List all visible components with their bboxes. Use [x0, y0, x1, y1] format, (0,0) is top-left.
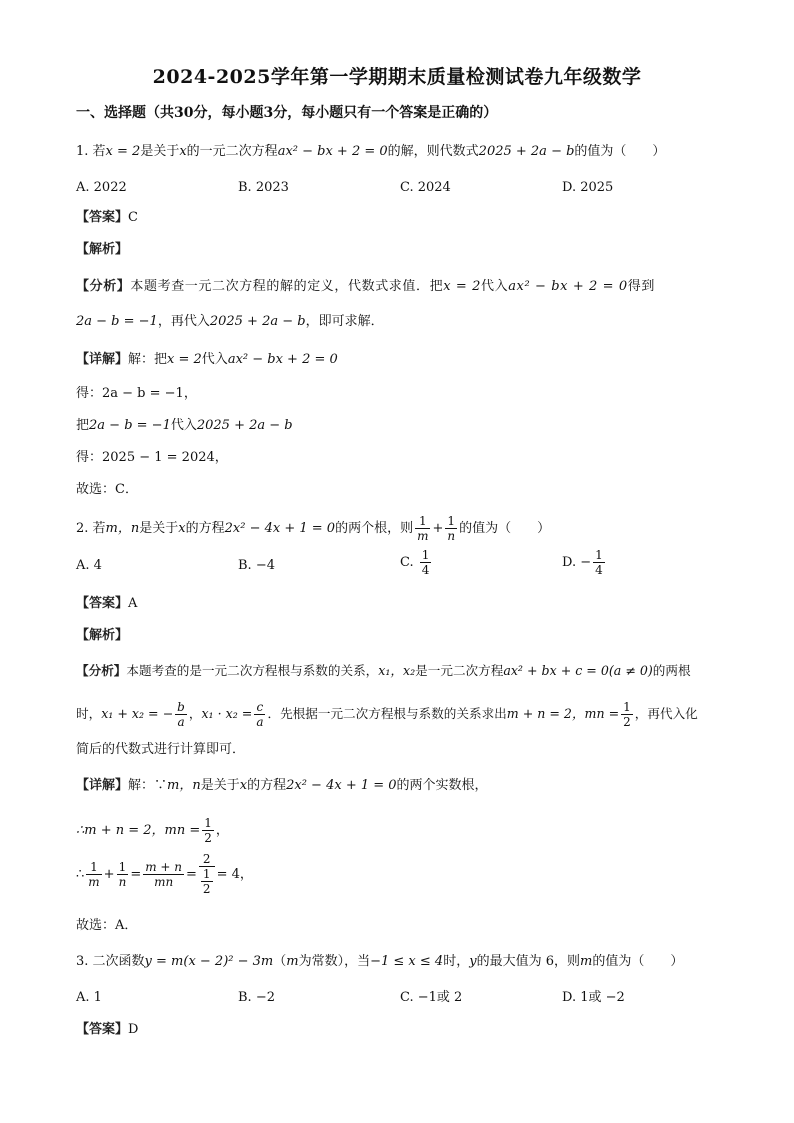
q3-answer: 【答案】D — [76, 1022, 139, 1037]
q2-option-c-frac: $\frac{1}{4}$ — [421, 548, 430, 577]
q1-step-5: 故选：C． — [76, 482, 138, 497]
q3-option-b: B. −2 — [238, 990, 275, 1005]
q2-analysis-label: 【解析】 — [76, 628, 129, 643]
q1-option-b: B. 2023 — [238, 180, 289, 195]
q2-step-3: ∴ $\frac{1}{m}$ + $\frac{1}{n}$ = $\frac{m + n}{mn}$ = 2 1 2 = 4， — [76, 852, 253, 896]
q2-stem: 2. 若m，n是关于x的方程2x² − 4x + 1 = 0的两个根，则 $\frac{1}{m}$ + $\frac{1}{n}$ 的值为（ ） — [76, 514, 551, 543]
q2-answer: 【答案】A — [76, 596, 138, 611]
q2-fenxi-line3: 简后的代数式进行计算即可． — [76, 742, 246, 757]
q1-fenxi: 【分析】本题考查一元二次方程的解的定义，代数式求值．把x = 2代入ax² − bx + 2 = 0得到 — [76, 279, 655, 294]
q3-option-d: D. 1或 −2 — [562, 990, 625, 1005]
q3-stem: 3. 二次函数y = m(x − 2)² − 3m（m为常数），当−1 ≤ x ≤ 4时，y的最大值为 6，则m的值为（ ） — [76, 954, 684, 969]
q2-fenxi: 【分析】本题考查的是一元二次方程根与系数的关系，x₁，x₂是一元二次方程ax² + bx + c = 0(a ≠ 0)的两根 — [76, 663, 691, 678]
page-title: 2024-2025学年第一学期期末质量检测试卷九年级数学 — [152, 66, 642, 88]
q1-option-d: D. 2025 — [562, 180, 614, 195]
q1-stem: 1. 若x = 2是关于x的一元二次方程ax² − bx + 2 = 0的解，则代数式2025 + 2a − b的值为（ ） — [76, 144, 666, 159]
q2-option-a: A. 4 — [76, 558, 102, 573]
q1-option-a: A. 2022 — [76, 180, 127, 195]
q3-option-a: A. 1 — [76, 990, 102, 1005]
q2-frac-1-over-m: $\frac{1}{m}$ — [417, 514, 429, 543]
q2-step-4: 故选：A． — [76, 918, 138, 933]
q3-option-c: C. −1或 2 — [400, 990, 463, 1005]
q1-step-4: 得：2025 − 1 = 2024， — [76, 450, 228, 465]
q2-option-d-frac: $\frac{1}{4}$ — [595, 548, 603, 577]
q1-step-3: 把2a − b = −1代入2025 + 2a − b — [76, 418, 293, 433]
q2-frac-1-over-n: $\frac{1}{n}$ — [447, 514, 456, 543]
q1-xiangjie: 【详解】解：把x = 2代入ax² − bx + 2 = 0 — [76, 352, 338, 367]
q1-analysis-label: 【解析】 — [76, 242, 129, 257]
q1-option-c: C. 2024 — [400, 180, 451, 195]
section-heading: 一、选择题（共30分，每小题3分，每小题只有一个答案是正确的） — [76, 105, 498, 121]
q2-option-d: D. − $\frac{1}{4}$ — [562, 548, 603, 577]
q2-step-2: ∴m + n = 2，mn = $\frac{1}{2}$ ， — [76, 816, 229, 845]
q2-complex-fraction: 2 1 2 — [199, 853, 215, 896]
q1-answer: 【答案】C — [76, 210, 138, 225]
q1-fenxi-line2: 2a − b = −1，再代入2025 + 2a − b，即可求解． — [76, 314, 384, 329]
q2-option-c: C. $\frac{1}{4}$ — [400, 548, 430, 577]
q2-option-b: B. −4 — [238, 558, 275, 573]
q2-xiangjie: 【详解】解：∵m，n是关于x的方程2x² − 4x + 1 = 0的两个实数根， — [76, 778, 488, 793]
q2-fenxi-line2: 时，x₁ + x₂ = − $\frac{b}{a}$ ，x₁ · x₂ = $\frac{c}{a}$ ．先根据一元二次方程根与系数的关系求出m + n = 2，mn = $\frac{1}{2}$ ，再代入化 — [76, 700, 698, 729]
q1-step-2: 得：2a − b = −1， — [76, 386, 197, 401]
